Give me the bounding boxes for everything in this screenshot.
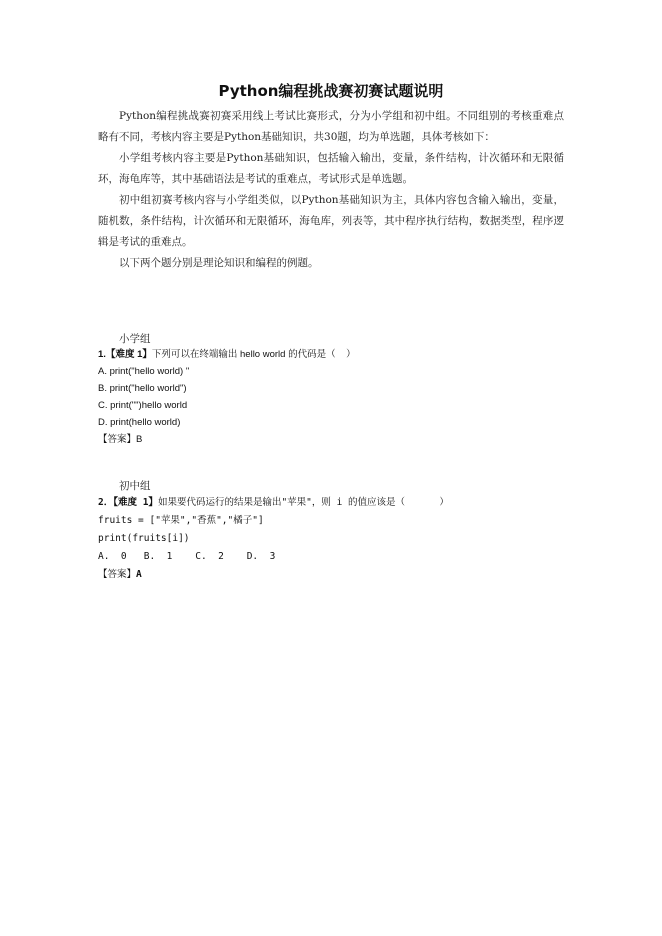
primary-question-stem <box>98 346 578 363</box>
answer-value: B <box>136 434 143 445</box>
difficulty-tag: 【难度 1】 <box>113 497 158 508</box>
intro-paragraph-3: 初中组初赛考核内容与小学组类似，以Python基础知识为主，具体内容包含输入输出，变量，随机数，条件结构，计次循环和无限循环，海龟库，列表等，其中程序执行结构，数据类型，程序逻辑是考试的重难点。 <box>98 194 564 248</box>
answer-tag: 【答案】 <box>98 569 137 580</box>
middle-question <box>98 494 578 584</box>
document-title: Python编程挑战赛初赛试题说明 <box>218 82 444 100</box>
option-c: C. print("")hello world <box>98 400 188 411</box>
code-line-1: fruits = ["苹果","香蕉","橘子"] <box>98 515 264 526</box>
middle-answer <box>98 566 578 584</box>
middle-group-label: 初中组 <box>119 480 151 492</box>
question-number: 2． <box>98 497 114 508</box>
code-line-2: print(fruits[i]) <box>98 533 190 544</box>
primary-answer <box>98 431 578 448</box>
intro-paragraph-4: 以下两个题分别是理论知识和编程的例题。 <box>119 257 319 269</box>
question-text: 如果要代码运行的结果是输出"苹果"，则 i 的值应该是（ ） <box>157 497 449 508</box>
middle-options: A. 0 B. 1 C. 2 D. 3 <box>98 551 276 562</box>
question-number: 1. <box>98 349 106 360</box>
question-text: 下列可以在终端输出 hello world 的代码是（ ） <box>151 349 356 360</box>
answer-value: A <box>136 569 142 580</box>
answer-tag: 【答案】 <box>98 434 137 445</box>
primary-question <box>98 346 578 448</box>
option-a: A. print("hello world) " <box>98 366 190 377</box>
option-d: D. print(hello world) <box>98 417 181 428</box>
intro-section <box>98 106 564 274</box>
middle-question-stem <box>98 494 578 512</box>
intro-paragraph-1: Python编程挑战赛初赛采用线上考试比赛形式，分为小学组和初中组。不同组别的考核重难点略有不同，考核内容主要是Python基础知识，共30题，均为单选题，具体考核如下： <box>98 110 564 143</box>
primary-group-label: 小学组 <box>119 333 151 345</box>
option-b: B. print("hello world") <box>98 383 187 394</box>
intro-paragraph-2: 小学组考核内容主要是Python基础知识，包括输入输出，变量，条件结构，计次循环和无限循环，海龟库等，其中基础语法是考试的重难点，考试形式是单选题。 <box>98 152 564 185</box>
difficulty-tag: 【难度 1】 <box>105 349 152 360</box>
